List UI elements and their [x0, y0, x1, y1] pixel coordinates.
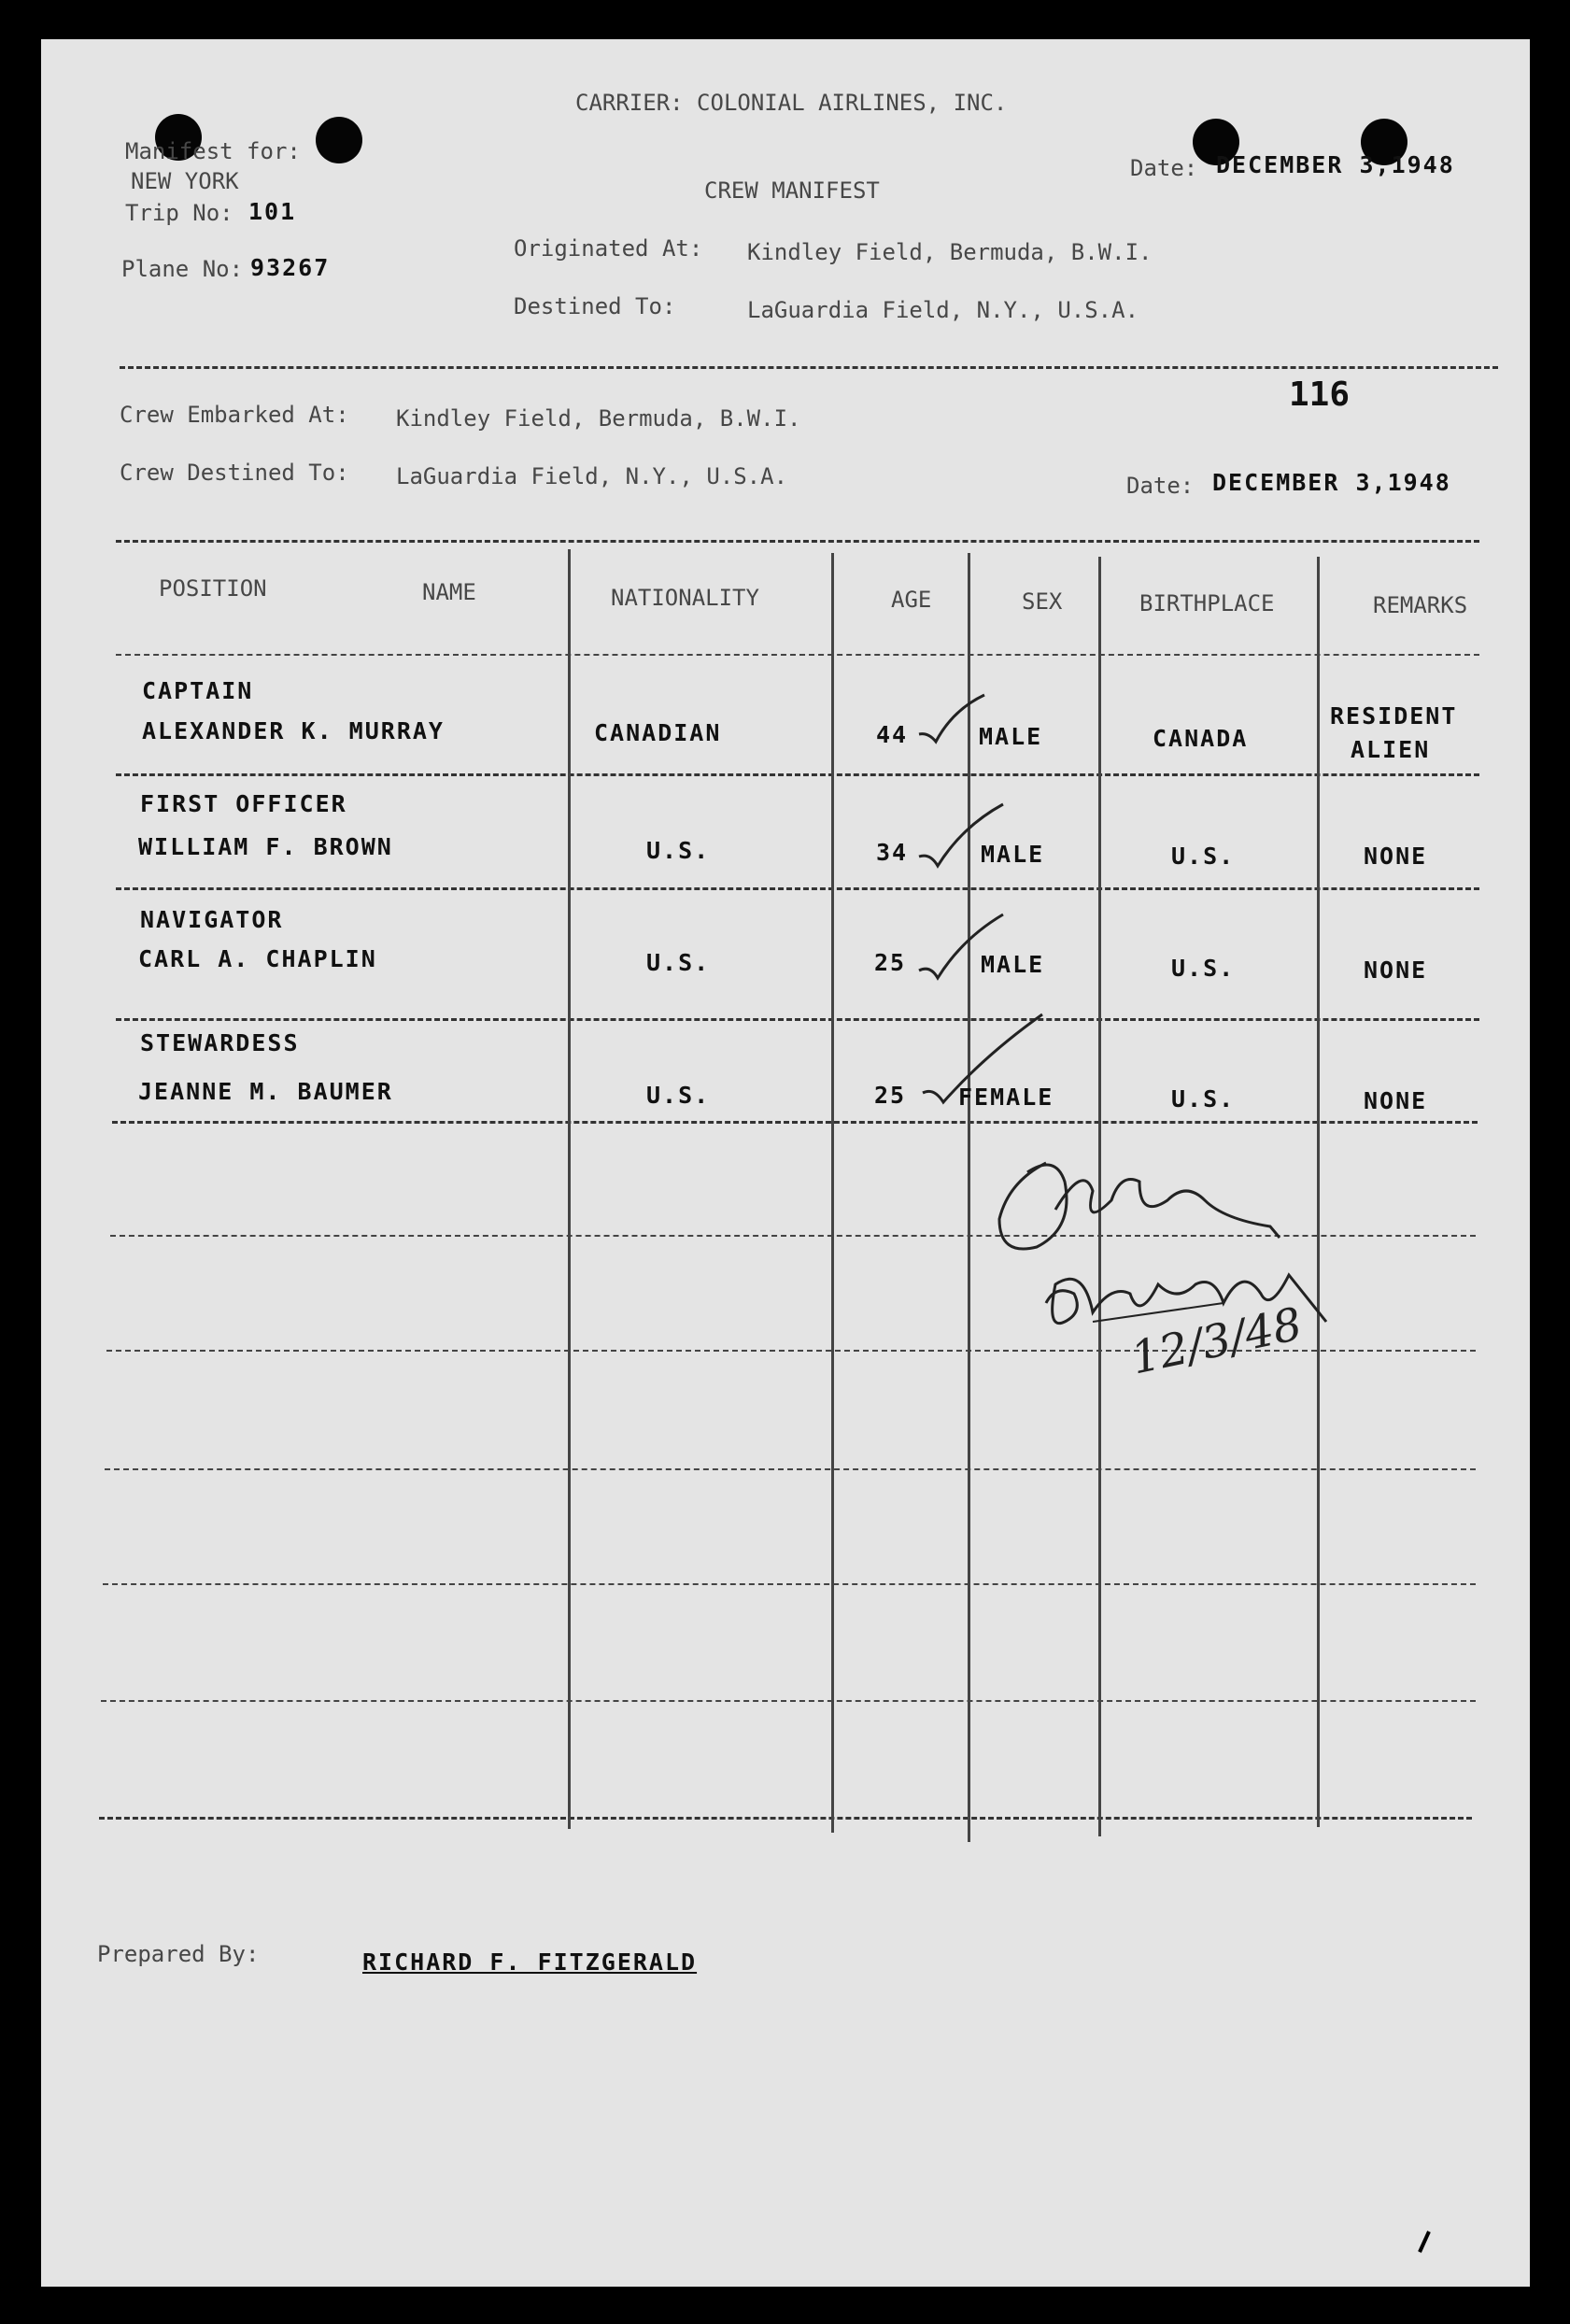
crew-date-label: Date: [1126, 473, 1195, 499]
crew-age: 44 [876, 721, 909, 748]
row-rule [112, 1121, 1478, 1124]
column-header-birthplace: BIRTHPLACE [1139, 590, 1275, 616]
punch-hole [316, 117, 362, 163]
column-header-remarks: REMARKS [1373, 592, 1468, 618]
plane-number: 93267 [250, 254, 331, 281]
originated-label: Originated At: [514, 235, 703, 262]
crew-destined-label: Crew Destined To: [120, 460, 349, 486]
header-divider [120, 366, 1498, 369]
table-top-rule [116, 540, 1479, 543]
crew-name: CARL A. CHAPLIN [138, 945, 377, 972]
header-date-value: DECEMBER 3,1948 [1216, 151, 1455, 178]
row-rule [105, 1468, 1476, 1470]
crew-remarks: NONE [1364, 843, 1428, 870]
column-rule [831, 553, 834, 1833]
column-header-position: POSITION [159, 575, 267, 602]
crew-position: CAPTAIN [142, 677, 254, 704]
crew-age: 25 [874, 949, 907, 976]
crew-nationality: CANADIAN [594, 719, 722, 746]
prepared-by-label: Prepared By: [97, 1941, 260, 1967]
crew-remarks: ALIEN [1351, 736, 1431, 763]
crew-sex: FEMALE [958, 1084, 1054, 1111]
row-rule [116, 1018, 1479, 1021]
table-bottom-rule [99, 1817, 1472, 1820]
prepared-by-name: RICHARD F. FITZGERALD [362, 1948, 698, 1976]
crew-sex: MALE [979, 723, 1043, 750]
row-rule [116, 887, 1479, 890]
crew-remarks: NONE [1364, 1087, 1428, 1114]
crew-name: WILLIAM F. BROWN [138, 833, 393, 860]
plane-label: Plane No: [121, 256, 244, 282]
crew-birthplace: U.S. [1171, 955, 1236, 982]
crew-position: STEWARDESS [140, 1029, 300, 1056]
check-mark [915, 911, 1009, 985]
crew-sex: MALE [981, 841, 1045, 868]
originated-value: Kindley Field, Bermuda, B.W.I. [747, 239, 1153, 265]
crew-position: FIRST OFFICER [140, 790, 347, 817]
crew-nationality: U.S. [646, 837, 711, 864]
crew-embarked-value: Kindley Field, Bermuda, B.W.I. [396, 405, 801, 432]
column-header-age: AGE [891, 587, 932, 613]
crew-birthplace: CANADA [1153, 725, 1249, 752]
crew-date-value: DECEMBER 3,1948 [1212, 469, 1451, 496]
column-rule [568, 549, 571, 1829]
crew-nationality: U.S. [646, 1082, 711, 1109]
document-title: CREW MANIFEST [704, 177, 880, 204]
check-mark [915, 691, 990, 747]
crew-name: JEANNE M. BAUMER [138, 1078, 393, 1105]
row-rule [116, 773, 1479, 776]
crew-birthplace: U.S. [1171, 1085, 1236, 1112]
manifest-for-label: Manifest for: [125, 138, 301, 164]
carrier-line: CARRIER: COLONIAL AIRLINES, INC. [575, 90, 1008, 116]
row-rule [103, 1583, 1476, 1585]
row-rule [101, 1700, 1476, 1702]
crew-remarks: RESIDENT [1330, 702, 1458, 730]
crew-embarked-label: Crew Embarked At: [120, 402, 349, 428]
header-date-label: Date: [1130, 155, 1198, 181]
table-header-rule [116, 654, 1479, 656]
column-header-nationality: NATIONALITY [611, 585, 759, 611]
trip-number: 101 [248, 198, 297, 225]
destined-label: Destined To: [514, 293, 676, 319]
crew-name: ALEXANDER K. MURRAY [142, 717, 445, 744]
crew-remarks: NONE [1364, 957, 1428, 984]
destined-value: LaGuardia Field, N.Y., U.S.A. [747, 297, 1139, 323]
crew-destined-value: LaGuardia Field, N.Y., U.S.A. [396, 463, 788, 489]
check-mark [915, 799, 1009, 873]
crew-age: 25 [874, 1082, 907, 1109]
manifest-for-value: NEW YORK [131, 168, 239, 194]
inspection-date: 12/3/48 [1126, 1297, 1307, 1385]
crew-position: NAVIGATOR [140, 906, 284, 933]
crew-age: 34 [876, 839, 909, 866]
check-mark [919, 1009, 1050, 1112]
column-header-name: NAME [422, 579, 476, 605]
stray-mark [1416, 2228, 1435, 2256]
column-header-sex: SEX [1022, 588, 1063, 615]
crew-nationality: U.S. [646, 949, 711, 976]
trip-label: Trip No: [125, 200, 233, 226]
page-number: 116 [1289, 376, 1351, 414]
crew-birthplace: U.S. [1171, 843, 1236, 870]
crew-sex: MALE [981, 951, 1045, 978]
